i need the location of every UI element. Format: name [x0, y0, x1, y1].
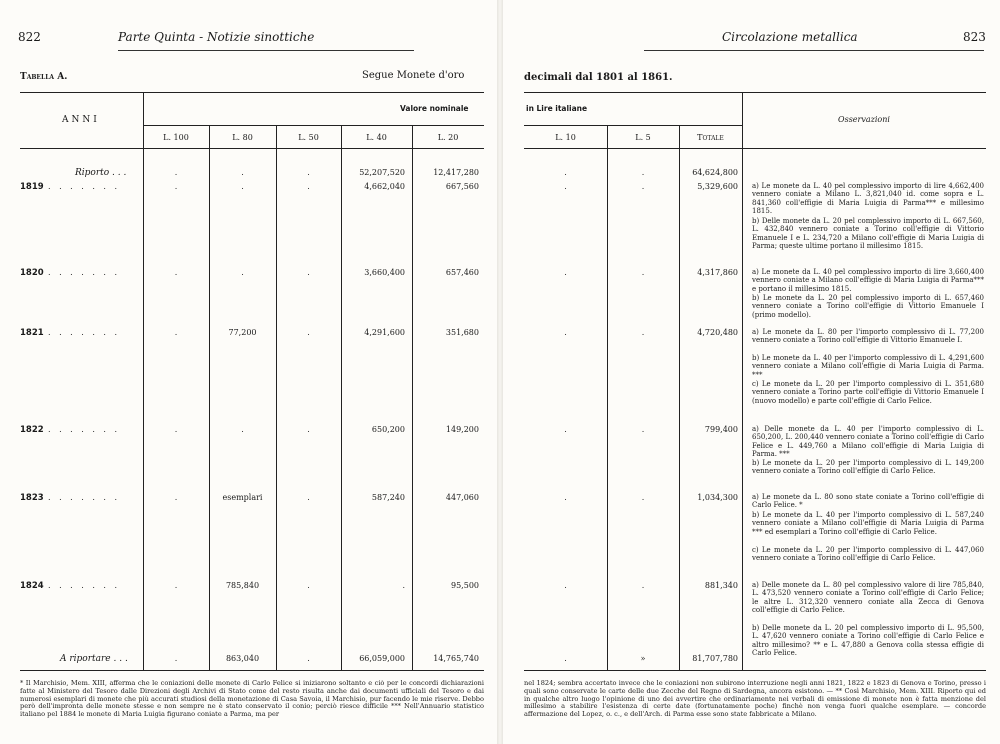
col-anni: ANNI [62, 115, 100, 125]
table-cell: 863,040 [225, 654, 260, 663]
row-year: 1822 [20, 425, 44, 435]
row-year: 1821 [20, 328, 44, 338]
book-gutter [497, 0, 503, 744]
table-cell: . [174, 168, 178, 177]
table-cell: 1,034,300 [697, 493, 738, 502]
left-page-number: 822 [18, 30, 41, 44]
table-cell: 95,500 [451, 581, 479, 590]
observation-note: b) Delle monete da L. 20 pel complessivo importo di L. 95,500, L. 47,620 vennero coniate a Torino coll'effigie di Carlo Felice e altro millesimo? ** e L. 47,880 a Genova colla stessa effigie di Carlo Felice. [752, 624, 984, 658]
table-cell: 785,840 [225, 581, 260, 590]
table-cell: . [564, 268, 567, 277]
row-anno-riporto: Riporto . . . [75, 168, 127, 178]
group-header-valore: Valore nominale [400, 104, 469, 113]
leader-dots: . . . . . . . [48, 581, 121, 590]
leader-dots: . . . . . . . [48, 182, 121, 191]
table-cell: 5,329,600 [697, 182, 738, 191]
table-cell: 799,400 [704, 425, 738, 434]
leader-dots: . . . . . . . [48, 268, 121, 277]
table-cell: . [564, 425, 567, 434]
table-cell: 4,662,040 [364, 182, 405, 191]
table-cell: 881,340 [704, 581, 738, 590]
leader-dots: . . . . . . . [48, 328, 121, 337]
table-cell: . [241, 268, 244, 277]
table-cell: . [564, 328, 567, 337]
table-cell: . [307, 182, 310, 191]
table-cell: . [564, 493, 567, 502]
table-cell: 81,707,780 [692, 654, 738, 663]
col-header: Totale [697, 133, 724, 142]
table-cell: 4,291,600 [364, 328, 405, 337]
col-header: L. 5 [635, 133, 651, 142]
table-cell: . [641, 328, 645, 337]
right-running-head: Circolazione metallica [722, 30, 858, 44]
right-page [504, 0, 1000, 744]
table-cell: » [640, 654, 646, 663]
observation-note: a) Le monete da L. 40 pel complessivo importo di lire 3,660,400 vennero coniate a Milano coll'effigie di Maria Luigia di Parma*** e portano il millesimo 1815. [752, 268, 984, 293]
table-cell: 52,207,520 [359, 168, 405, 177]
table-cell: . [564, 654, 567, 663]
table-cell: . [307, 425, 310, 434]
col-header: L. 50 [298, 133, 319, 142]
group-header-lire: in Lire italiane [526, 104, 588, 113]
leader-dots: . . . . . . . [48, 493, 121, 502]
obs-header: Osservazioni [838, 115, 890, 124]
divider [524, 125, 742, 126]
table-cell: . [307, 328, 310, 337]
divider [20, 148, 484, 149]
table-cell: 351,680 [445, 328, 479, 337]
right-page-number: 823 [963, 30, 986, 44]
observation-note: a) Le monete da L. 40 pel complessivo importo di lire 4,662,400 vennero coniate a Milano L. 3,821,040 id. come sopra e L. 841,360 coll'effigie di Maria Luigia di Parma*** e millesimo 1815. [752, 182, 984, 216]
table-cell: . [174, 328, 178, 337]
table-cell: . [402, 581, 405, 590]
table-cell: 587,240 [371, 493, 405, 502]
table-cell: . [174, 425, 178, 434]
col-header: L. 100 [163, 133, 189, 142]
table-cell: 14,765,740 [433, 654, 479, 663]
observation-note: b) Delle monete da L. 20 pel complessivo importo di L. 667,560, L. 432,840 vennero coniate a Torino coll'effigie di Vittorio Emanuele I e L. 234,720 a Milano coll'effigie di Maria Luigia di Parma; queste ultime portano il millesimo 1815. [752, 217, 984, 251]
left-continuation: Segue Monete d'oro [362, 70, 465, 81]
table-cell: . [241, 182, 244, 191]
observation-note: b) Le monete da L. 20 pel complessivo importo di L. 657,460 vennero coniate a Torino coll'effigie di Vittorio Emanuele I (primo modello). [752, 294, 984, 319]
table-cell: . [564, 168, 567, 177]
table-cell: 77,200 [228, 328, 257, 337]
table-cell: . [241, 425, 244, 434]
table-cell: . [641, 425, 645, 434]
observation-note: c) Le monete da L. 20 per l'importo complessivo di L. 351,680 vennero coniate a Torino parte coll'effigie di Vittorio Emanuele I (nuovo modello) e parte coll'effigie di Carlo Felice. [752, 380, 984, 405]
right-continuation: decimali dal 1801 al 1861. [524, 72, 673, 83]
table-cell: . [564, 581, 567, 590]
table-cell: . [307, 493, 310, 502]
table-cell: . [641, 182, 645, 191]
table-cell: . [641, 268, 645, 277]
col-header: L. 80 [232, 133, 253, 142]
left-running-head: Parte Quinta - Notizie sinottiche [118, 30, 315, 44]
observation-note: b) Le monete da L. 40 per l'importo complessivo di L. 4,291,600 vennero coniate a Milano coll'effigie di Maria Luigia di Parma. *** [752, 354, 984, 379]
table-cell: . [307, 654, 310, 663]
observation-note: a) Delle monete da L. 40 per l'importo complessivo di L. 650,200, L. 200,440 vennero coniate a Torino coll'effigie di Carlo Felice e L. 449,760 a Milano coll'effigie di Maria Luigia di Parma. *** [752, 425, 984, 459]
table-cell: 657,460 [445, 268, 479, 277]
table-cell: 12,417,280 [433, 168, 479, 177]
table-cell: . [174, 581, 178, 590]
table-cell: 3,660,400 [364, 268, 405, 277]
observation-note: c) Le monete da L. 20 per l'importo complessivo di L. 447,060 vennero coniate a Torino coll'effigie di Carlo Felice. [752, 546, 984, 563]
table-label: Tabella A. [20, 72, 68, 82]
left-footnote: * Il Marchisio, Mem. XIII, afferma che le coniazioni delle monete di Carlo Felice si iniziarono soltanto e ciò per le concordi dichiarazioni fatte al Ministero del Tesoro dalle Direzioni degli Archivi di Stato come del resto risulta anche dai documenti ufficiali del Tesoro e dai numerosi esemplari di monete che più accurati studiosi della monetazione di Casa Savoia, il Marchisio, pur facendo le mie riserve. Debbo però dell'impronta delle monete stesse e non sempre ne è stato conservato il conio; perciò riesce difficile *** Nell'Annuario statistico italiano pel 1884 le monete di Maria Luigia figurano coniate a Parma, ma per [20, 680, 484, 719]
table-cell: . [307, 268, 310, 277]
table-cell: . [641, 168, 645, 177]
table-cell: . [641, 493, 645, 502]
right-footnote: nel 1824; sembra accertato invece che le coniazioni non subirono interruzione negli anni 1821, 1822 e 1823 di Genova e Torino, presso i quali sono conservate le carte delle due Zecche del Regno di Sardegna, ancora esistono. — ** Così Marchisio, Mem. XIII. Riporto qui ed in qualche altro luogo l'opinione di uno dei avvertire che ordinariamente nei verbali di emissione di monete non è fatta menzione del millesimo a stabilire l'esistenza di certe date (fortunatamente poche) finchè non venga fuori qualche esemplare. — concorde affermazione del Lopez, o. c., e dell'Arch. di Parma esse sono state fabbricate a Milano. [524, 680, 986, 719]
row-year: 1819 [20, 182, 44, 192]
table-cell: 4,317,860 [697, 268, 738, 277]
table-cell: 64,624,800 [692, 168, 738, 177]
row-year: 1820 [20, 268, 44, 278]
observation-note: a) Delle monete da L. 80 pel complessivo valore di lire 785,840, L. 473,520 vennero coniate a Torino coll'effigie di Carlo Felice; le altre L. 312,320 vennero coniate alla Zecca di Genova coll'effigie di Carlo Felice. [752, 581, 984, 615]
table-cell: . [174, 268, 178, 277]
table-cell: 650,200 [371, 425, 405, 434]
table-cell: 4,720,480 [697, 328, 738, 337]
table-cell: . [307, 168, 310, 177]
divider [742, 93, 743, 670]
observation-note: b) Le monete da L. 20 per l'importo complessivo di L. 149,200 vennero coniate a Torino coll'effigie di Carlo Felice. [752, 459, 984, 476]
observation-note: a) Le monete da L. 80 sono state coniate a Torino coll'effigie di Carlo Felice. * [752, 493, 984, 510]
table-cell: 447,060 [445, 493, 479, 502]
table-cell: 149,200 [445, 425, 479, 434]
col-header: L. 10 [555, 133, 576, 142]
table-cell: . [174, 654, 178, 663]
col-header: L. 20 [437, 133, 459, 142]
table-cell: . [174, 493, 178, 502]
divider [143, 125, 484, 126]
divider [524, 148, 986, 149]
table-cell: . [241, 168, 244, 177]
observation-note: b) Le monete da L. 40 per l'importo complessivo di L. 587,240 vennero coniate a Milano coll'effigie di Maria Luigia di Parma *** ed esemplari a Torino coll'effigie di Carlo Felice. [752, 511, 984, 536]
left-page [0, 0, 496, 744]
row-anno-a-riportare: A riportare . . . [60, 654, 128, 664]
leader-dots: . . . . . . . [48, 425, 121, 434]
table-cell: . [564, 182, 567, 191]
table-cell: 66,059,000 [359, 654, 405, 663]
table-cell: . [641, 581, 645, 590]
col-header: L. 40 [366, 133, 387, 142]
observation-note: a) Le monete da L. 80 per l'importo complessivo di L. 77,200 vennero coniate a Torino coll'effigie di Vittorio Emanuele I. [752, 328, 984, 345]
right-head-rule [644, 50, 984, 51]
table-cell: . [307, 581, 310, 590]
row-year: 1824 [20, 581, 44, 591]
left-head-rule [118, 50, 414, 51]
row-year: 1823 [20, 493, 44, 503]
table-cell: . [174, 182, 178, 191]
table-cell: 667,560 [445, 182, 479, 191]
table-cell: esemplari [222, 493, 263, 502]
